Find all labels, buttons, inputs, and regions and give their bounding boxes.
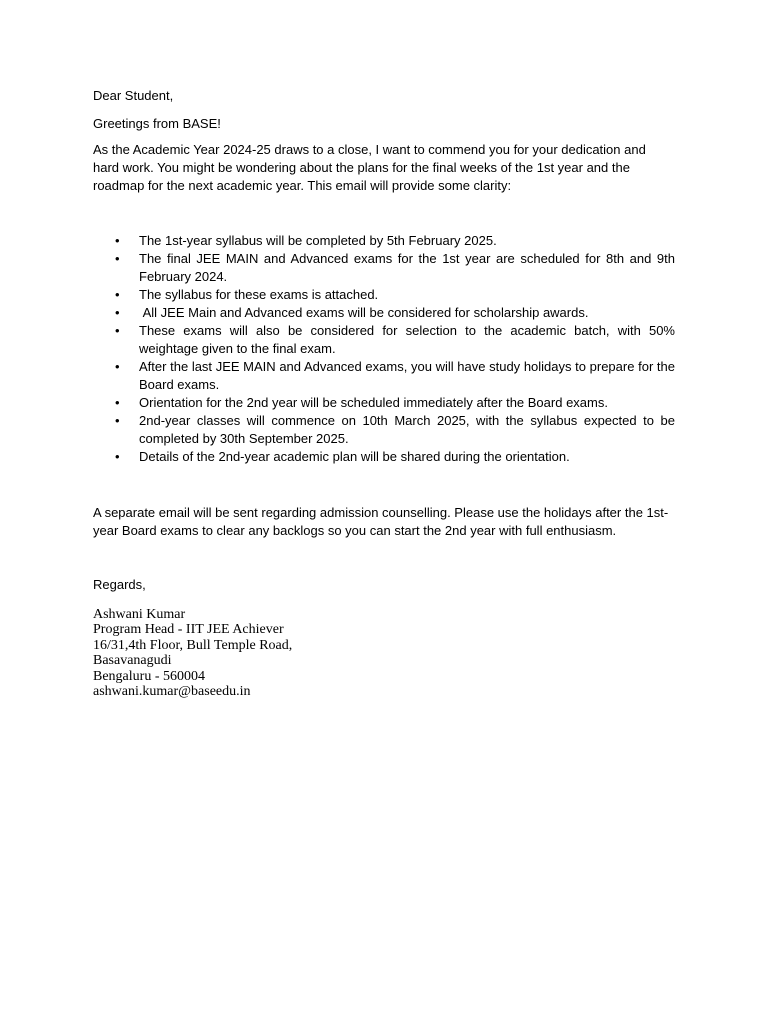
bullet-icon: •: [115, 305, 120, 320]
signature-address-line1: 16/31,4th Floor, Bull Temple Road,: [93, 637, 293, 653]
signature-block: [93, 607, 493, 699]
list-item-text: Details of the 2nd-year academic plan will be shared during the orientation.: [139, 449, 570, 464]
list-item-text: The 1st-year syllabus will be completed by 5th February 2025.: [139, 233, 497, 248]
bullet-icon: •: [115, 251, 120, 266]
salutation: Dear Student,: [93, 88, 174, 103]
list-item: [93, 250, 675, 286]
list-item: [93, 412, 675, 448]
bullet-icon: •: [115, 413, 120, 428]
list-item: [93, 286, 675, 304]
bullet-icon: •: [115, 449, 120, 464]
signature-email[interactable]: ashwani.kumar@baseedu.in: [93, 684, 251, 700]
list-item-text: The final JEE MAIN and Advanced exams for the 1st year are scheduled for 8th and 9th February 2024.: [139, 251, 675, 284]
signature-address-line2: Basavanagudi: [93, 653, 172, 669]
list-item: [93, 448, 675, 466]
list-item-text: 2nd-year classes will commence on 10th March 2025, with the syllabus expected to be completed by 30th September 2025.: [139, 413, 675, 446]
closing-paragraph: A separate email will be sent regarding admission counselling. Please use the holidays after the 1st-year Board exams to clear any backlogs so you can start the 2nd year with full enthusiasm.: [93, 505, 669, 538]
bullet-list: [93, 232, 675, 466]
list-item: [93, 322, 675, 358]
list-item-text: The syllabus for these exams is attached.: [139, 287, 379, 302]
list-item-text: Orientation for the 2nd year will be scheduled immediately after the Board exams.: [139, 395, 608, 410]
bullet-icon: •: [115, 233, 120, 248]
bullet-icon: •: [115, 395, 120, 410]
signature-title: Program Head - IIT JEE Achiever: [93, 622, 284, 638]
regards: Regards,: [93, 577, 146, 592]
bullet-icon: •: [115, 359, 120, 374]
list-item: [93, 358, 675, 394]
intro-paragraph: As the Academic Year 2024-25 draws to a close, I want to commend you for your dedication and hard work. You might be wondering about the plans for the final weeks of the 1st year and the roadmap for the next academic year. This email will provide some clarity:: [93, 142, 646, 193]
list-item: [93, 304, 675, 322]
signature-city: Bengaluru - 560004: [93, 668, 205, 684]
list-item-text: These exams will also be considered for selection to the academic batch, with 50% weightage given to the final exam.: [139, 323, 675, 356]
list-item: [93, 394, 675, 412]
greeting: Greetings from BASE!: [93, 116, 221, 131]
signature-name: Ashwani Kumar: [93, 607, 186, 622]
list-item: [93, 232, 675, 250]
list-item-text: After the last JEE MAIN and Advanced exams, you will have study holidays to prepare for the Board exams.: [139, 359, 675, 392]
bullet-icon: •: [115, 323, 120, 338]
bullet-icon: •: [115, 287, 120, 302]
list-item-text: All JEE Main and Advanced exams will be considered for scholarship awards.: [139, 305, 589, 320]
